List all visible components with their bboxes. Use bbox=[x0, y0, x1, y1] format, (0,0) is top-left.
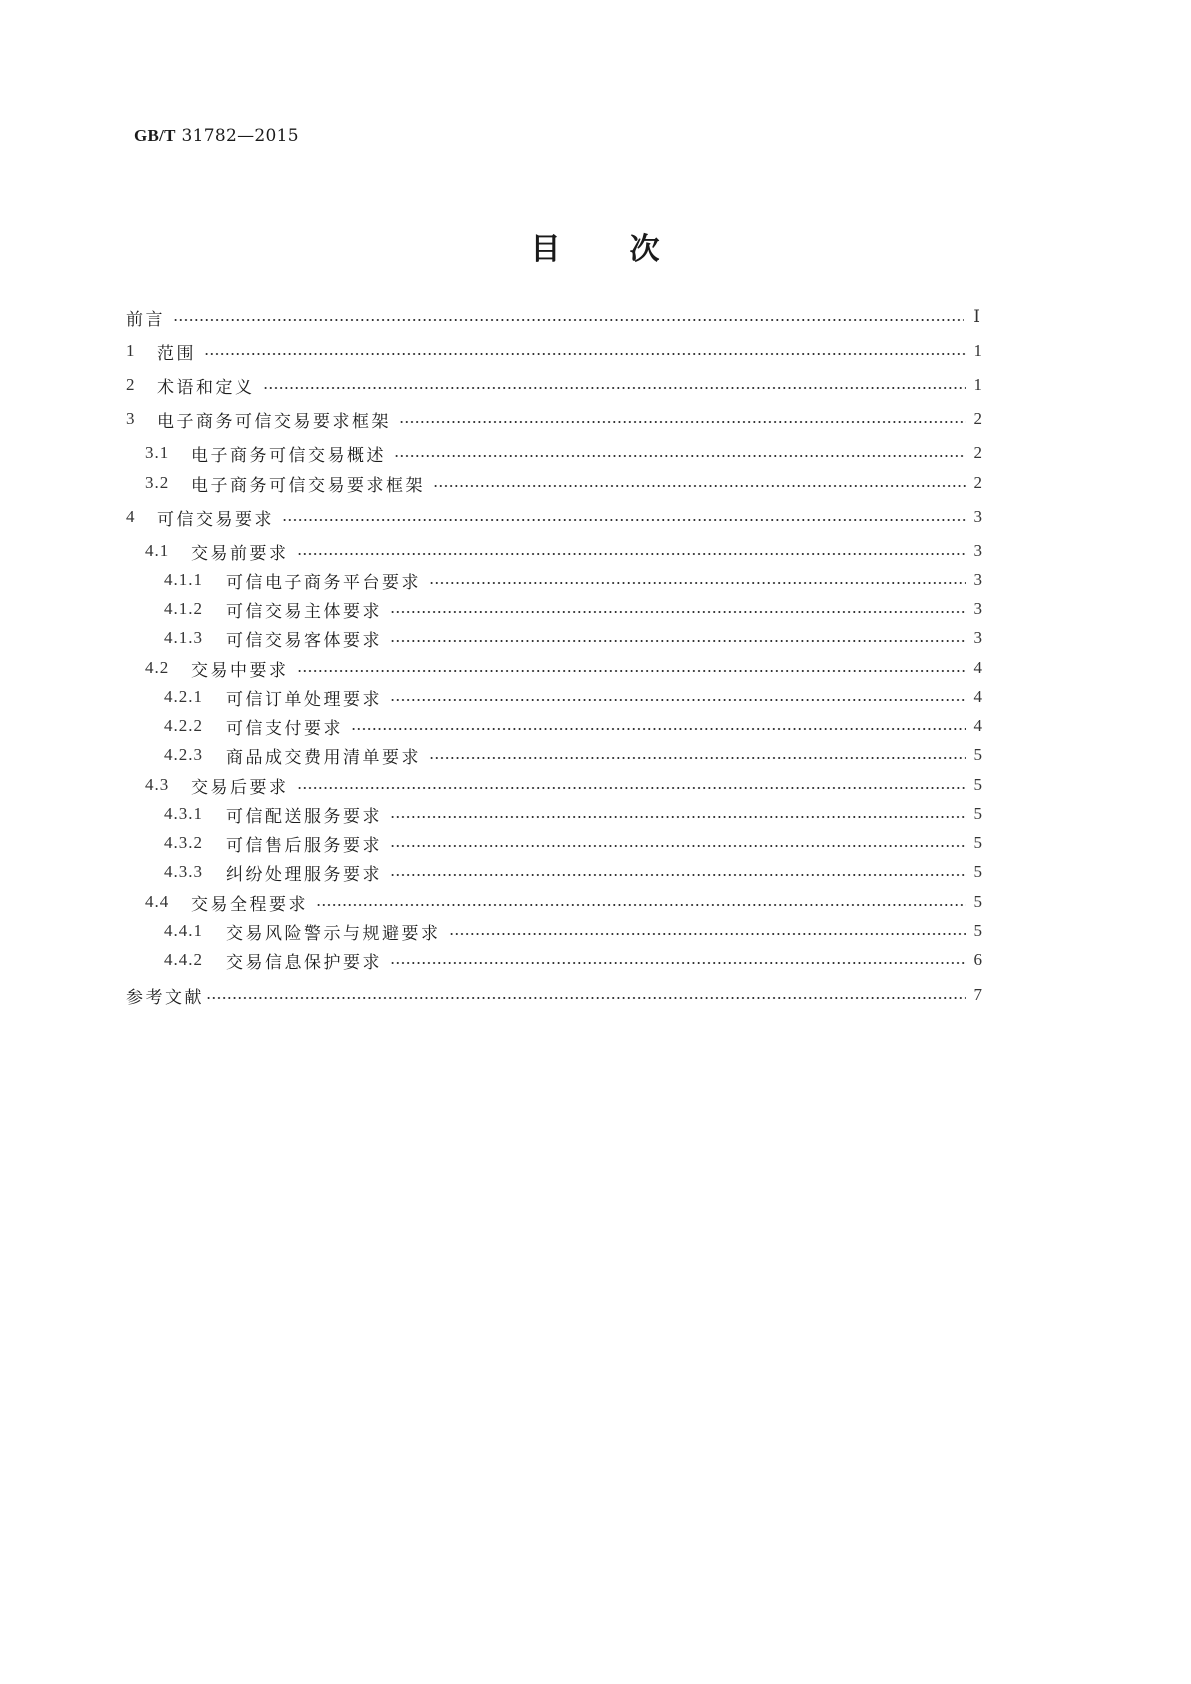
toc-entry-page: 5 bbox=[973, 892, 982, 911]
toc-entry-page: 3 bbox=[973, 541, 982, 560]
toc-leader-dots bbox=[433, 485, 966, 487]
toc-entry-page: 3 bbox=[973, 570, 982, 589]
toc-entry[interactable] bbox=[164, 743, 982, 767]
toc-heading-char-2: 次 bbox=[629, 232, 661, 267]
toc-entry-title: 电子商务可信交易概述 bbox=[191, 445, 386, 466]
toc-leader-dots bbox=[429, 757, 966, 759]
toc-entry-page: 3 bbox=[973, 507, 982, 526]
toc-entry-title: 交易风险警示与规避要求 bbox=[226, 923, 441, 944]
toc-leader-dots bbox=[282, 519, 966, 521]
toc-entry-title: 可信配送服务要求 bbox=[226, 806, 382, 827]
toc-leader-dots bbox=[351, 728, 966, 730]
toc-entry-page: 1 bbox=[973, 375, 982, 394]
toc-entry-page: 2 bbox=[973, 409, 982, 428]
toc-entry-title: 电子商务可信交易要求框架 bbox=[191, 475, 425, 496]
toc-leader-dots bbox=[204, 353, 966, 355]
toc-entry[interactable] bbox=[164, 597, 982, 621]
toc-entry[interactable] bbox=[164, 831, 982, 855]
toc-entry[interactable] bbox=[145, 656, 982, 680]
toc-entry[interactable] bbox=[164, 802, 982, 826]
toc-entry-page: 5 bbox=[973, 862, 982, 881]
toc-leader-dots bbox=[390, 611, 966, 613]
toc-entry-page: 5 bbox=[973, 775, 982, 794]
toc-leader-dots bbox=[390, 816, 966, 818]
toc-entry-number: 3.2 bbox=[145, 473, 170, 492]
toc-entry[interactable] bbox=[126, 339, 982, 363]
toc-entry-title: 术语和定义 bbox=[157, 377, 255, 398]
toc-entry[interactable] bbox=[145, 773, 982, 797]
toc-entry-title: 电子商务可信交易要求框架 bbox=[157, 411, 391, 432]
toc-entry-title: 交易后要求 bbox=[191, 777, 289, 798]
toc-leader-dots bbox=[429, 582, 966, 584]
toc-entry[interactable] bbox=[145, 890, 982, 914]
toc-entry[interactable] bbox=[145, 471, 982, 495]
toc-entry-number: 3 bbox=[126, 409, 136, 428]
toc-entry[interactable] bbox=[164, 568, 982, 592]
toc-entry-title: 纠纷处理服务要求 bbox=[226, 864, 382, 885]
toc-entry-title: 可信交易要求 bbox=[157, 509, 274, 530]
toc-entry[interactable] bbox=[145, 441, 982, 465]
toc-entry-number: 4.2.1 bbox=[164, 687, 203, 706]
toc-leader-dots bbox=[394, 455, 966, 457]
toc-entry-page: 5 bbox=[973, 745, 982, 764]
toc-leader-dots bbox=[297, 553, 967, 555]
toc-leader-dots bbox=[173, 319, 964, 321]
toc-entry-page: 2 bbox=[973, 443, 982, 462]
toc-entry[interactable] bbox=[126, 407, 982, 431]
toc-entry-page: 6 bbox=[973, 950, 982, 969]
toc-entry-page: 3 bbox=[973, 628, 982, 647]
toc-leader-dots bbox=[297, 787, 967, 789]
toc-leader-dots bbox=[399, 421, 966, 423]
toc-entry-title: 交易中要求 bbox=[191, 660, 289, 681]
toc-entry-number: 4.2 bbox=[145, 658, 170, 677]
toc-entry-preface[interactable] bbox=[126, 305, 980, 329]
toc-entry[interactable] bbox=[164, 626, 982, 650]
toc-leader-dots bbox=[390, 699, 966, 701]
toc-entry-number: 4.4.2 bbox=[164, 950, 203, 969]
toc-entry-number: 3.1 bbox=[145, 443, 170, 462]
toc-entry-number: 4.1.3 bbox=[164, 628, 203, 647]
toc-heading-char-1: 目 bbox=[530, 232, 562, 267]
toc-entry-number: 1 bbox=[126, 341, 136, 360]
toc-leader-dots bbox=[390, 640, 966, 642]
toc-entry[interactable] bbox=[164, 860, 982, 884]
toc-entry-number: 2 bbox=[126, 375, 136, 394]
toc-leader-dots bbox=[449, 933, 967, 935]
toc-entry[interactable] bbox=[164, 714, 982, 738]
toc-leader-dots bbox=[297, 670, 967, 672]
toc-entry-title: 可信电子商务平台要求 bbox=[226, 572, 421, 593]
toc-leader-dots bbox=[263, 387, 967, 389]
toc-entry-page: 5 bbox=[973, 833, 982, 852]
toc-entry-page: 1 bbox=[973, 341, 982, 360]
toc-entry-page: 4 bbox=[973, 687, 982, 706]
toc-entry-number: 4.3 bbox=[145, 775, 170, 794]
toc-entry[interactable] bbox=[126, 505, 982, 529]
toc-entry-page: Ⅰ bbox=[973, 307, 980, 326]
toc-entry-number: 4 bbox=[126, 507, 136, 526]
toc-entry-page: 3 bbox=[973, 599, 982, 618]
toc-entry-number: 4.1 bbox=[145, 541, 170, 560]
toc-entry-page: 5 bbox=[973, 921, 982, 940]
toc-entry-title: 可信交易客体要求 bbox=[226, 630, 382, 651]
toc-entry-title: 可信支付要求 bbox=[226, 718, 343, 739]
toc-entry-number: 4.3.3 bbox=[164, 862, 203, 881]
toc-entry-page: 4 bbox=[973, 716, 982, 735]
toc-entry[interactable] bbox=[164, 685, 982, 709]
toc-entry-page: 7 bbox=[973, 985, 982, 1004]
toc-entry-number: 4.1.2 bbox=[164, 599, 203, 618]
toc-entry-number: 4.2.2 bbox=[164, 716, 203, 735]
toc-entry-title: 可信售后服务要求 bbox=[226, 835, 382, 856]
toc-entry-references[interactable] bbox=[126, 983, 982, 1007]
toc-entry[interactable] bbox=[164, 948, 982, 972]
toc-entry-number: 4.1.1 bbox=[164, 570, 203, 589]
toc-entry-number: 4.3.2 bbox=[164, 833, 203, 852]
toc-entry-number: 4.2.3 bbox=[164, 745, 203, 764]
toc-entry-page: 5 bbox=[973, 804, 982, 823]
toc-leader-dots bbox=[206, 997, 966, 999]
toc-entry-title: 可信交易主体要求 bbox=[226, 601, 382, 622]
toc-entry-title: 参考文献 bbox=[126, 987, 204, 1008]
toc-entry-page: 2 bbox=[973, 473, 982, 492]
standard-prefix: GB/T bbox=[134, 126, 176, 145]
toc-entry[interactable] bbox=[145, 539, 982, 563]
toc-entry-number: 4.4 bbox=[145, 892, 170, 911]
toc-leader-dots bbox=[390, 962, 966, 964]
toc-entry-title: 可信订单处理要求 bbox=[226, 689, 382, 710]
toc-entry-title: 前言 bbox=[126, 309, 165, 330]
toc-leader-dots bbox=[390, 845, 966, 847]
toc-entry-title: 交易前要求 bbox=[191, 543, 289, 564]
toc-entry[interactable] bbox=[126, 373, 982, 397]
toc-leader-dots bbox=[390, 874, 966, 876]
toc-entry-title: 范围 bbox=[157, 343, 196, 364]
toc-entry-number: 4.4.1 bbox=[164, 921, 203, 940]
standard-number: 31782—2015 bbox=[181, 126, 299, 146]
toc-entry-title: 商品成交费用清单要求 bbox=[226, 747, 421, 768]
toc-leader-dots bbox=[316, 904, 966, 906]
toc-entry-page: 4 bbox=[973, 658, 982, 677]
toc-entry[interactable] bbox=[164, 919, 982, 943]
toc-entry-title: 交易全程要求 bbox=[191, 894, 308, 915]
toc-entry-title: 交易信息保护要求 bbox=[226, 952, 382, 973]
toc-entry-number: 4.3.1 bbox=[164, 804, 203, 823]
